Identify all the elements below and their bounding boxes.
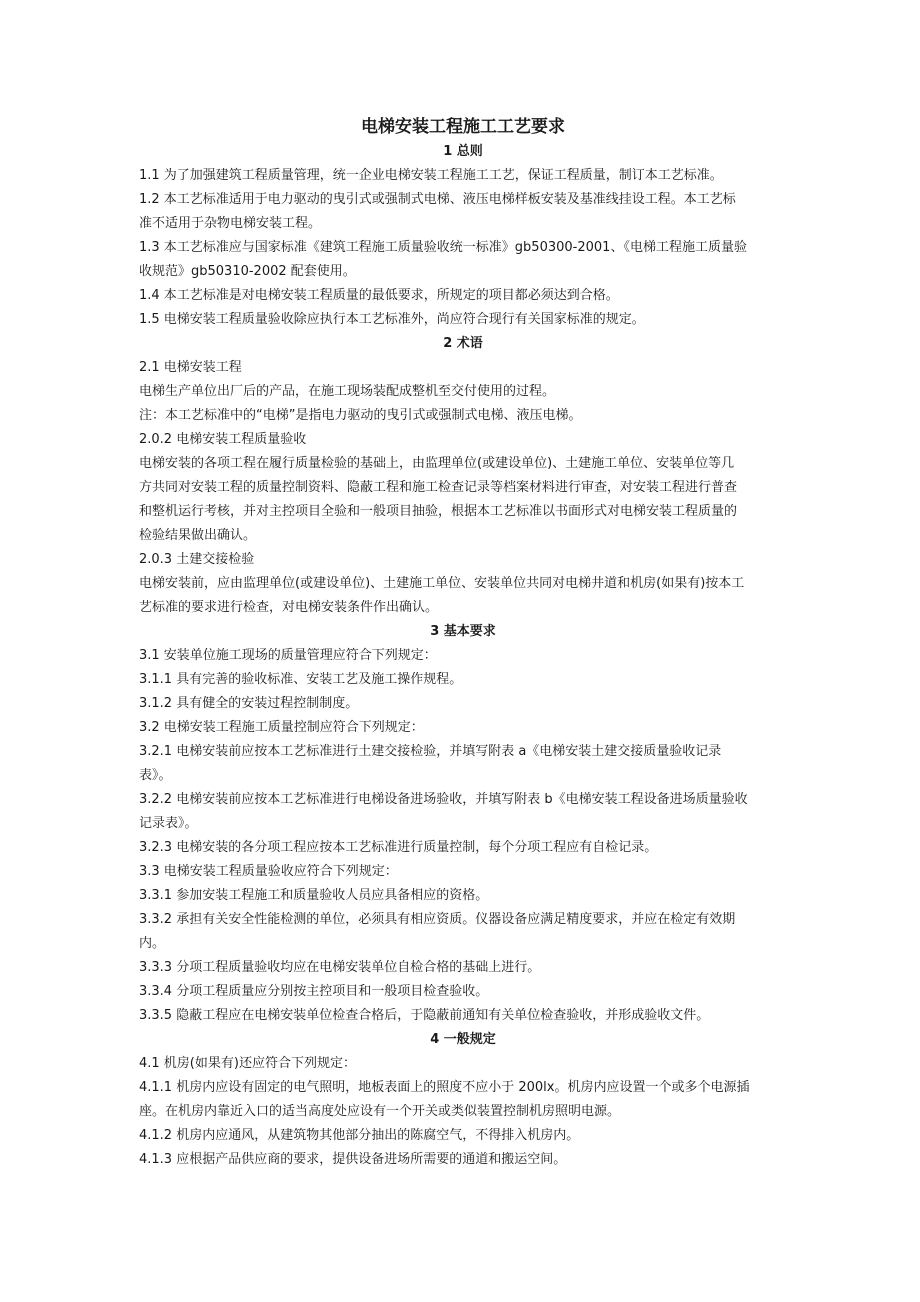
paragraph-line: 注：本工艺标准中的“电梯”是指电力驱动的曳引式或强制式电梯、液压电梯。 <box>139 408 582 423</box>
paragraph-line: 表》。 <box>139 768 172 783</box>
paragraph-line: 1.4 本工艺标准是对电梯安装工程质量的最低要求，所规定的项目都必须达到合格。 <box>139 288 619 303</box>
section-heading: 2 术语 <box>443 336 483 351</box>
paragraph-line: 2.0.3 土建交接检验 <box>139 552 255 567</box>
paragraph-line: 3.3.3 分项工程质量验收均应在电梯安装单位自检合格的基础上进行。 <box>139 960 541 975</box>
section-heading: 1 总则 <box>443 144 483 159</box>
paragraph-line: 3.3.2 承担有关安全性能检测的单位，必须具有相应资质。仪器设备应满足精度要求，并应在检定有效期 <box>139 912 736 927</box>
paragraph-line: 4.1 机房(如果有)还应符合下列规定： <box>139 1056 356 1071</box>
paragraph-line: 检验结果做出确认。 <box>139 528 257 543</box>
paragraph-line: 4.1.1 机房内应设有固定的电气照明，地板表面上的照度不应小于 200lx。机房内应设置一个或多个电源插 <box>139 1080 750 1095</box>
section-heading: 4 一般规定 <box>430 1032 496 1047</box>
document-body <box>139 114 787 1172</box>
paragraph-line: 1.1 为了加强建筑工程质量管理，统一企业电梯安装工程施工工艺，保证工程质量，制订本工艺标准。 <box>139 168 723 183</box>
paragraph-line: 电梯安装前，应由监理单位(或建设单位)、土建施工单位、安装单位共同对电梯井道和机房(如果有)按本工 <box>139 576 745 591</box>
paragraph-line: 3.2.1 电梯安装前应按本工艺标准进行土建交接检验，并填写附表 a《电梯安装土建交接质量验收记录 <box>139 744 722 759</box>
paragraph-line: 准不适用于杂物电梯安装工程。 <box>139 216 322 231</box>
paragraph-line: 1.5 电梯安装工程质量验收除应执行本工艺标准外，尚应符合现行有关国家标准的规定。 <box>139 312 645 327</box>
paragraph-line: 电梯安装的各项工程在履行质量检验的基础上，由监理单位(或建设单位)、土建施工单位、安装单位等几 <box>139 456 735 471</box>
paragraph-line: 3.1.2 具有健全的安装过程控制制度。 <box>139 696 359 711</box>
paragraph-line: 3.3 电梯安装工程质量验收应符合下列规定： <box>139 864 398 879</box>
paragraph-line: 1.2 本工艺标准适用于电力驱动的曳引式或强制式电梯、液压电梯样板安装及基准线挂设工程。本工艺标 <box>139 192 736 207</box>
paragraph-line: 3.2 电梯安装工程施工质量控制应符合下列规定： <box>139 720 424 735</box>
paragraph-line: 记录表》。 <box>139 816 198 831</box>
paragraph-line: 3.2.3 电梯安装的各分项工程应按本工艺标准进行质量控制，每个分项工程应有自检记录。 <box>139 840 658 855</box>
paragraph-line: 内。 <box>139 936 166 951</box>
paragraph-line: 艺标准的要求进行检查，对电梯安装条件作出确认。 <box>139 600 439 615</box>
section-heading: 3 基本要求 <box>430 624 496 639</box>
paragraph-line: 座。在机房内靠近入口的适当高度处应设有一个开关或类似装置控制机房照明电源。 <box>139 1104 621 1119</box>
paragraph-line: 2.0.2 电梯安装工程质量验收 <box>139 432 307 447</box>
paragraph-line: 1.3 本工艺标准应与国家标准《建筑工程施工质量验收统一标准》gb50300-2001、《电梯工程施工质量验 <box>139 240 747 255</box>
paragraph-line: 电梯生产单位出厂后的产品，在施工现场装配成整机至交付使用的过程。 <box>139 384 556 399</box>
paragraph-line: 3.3.5 隐蔽工程应在电梯安装单位检查合格后，于隐蔽前通知有关单位检查验收，并形成验收文件。 <box>139 1008 710 1023</box>
paragraph-line: 3.3.1 参加安装工程施工和质量验收人员应具备相应的资格。 <box>139 888 489 903</box>
paragraph-line: 3.3.4 分项工程质量应分别按主控项目和一般项目检查验收。 <box>139 984 489 999</box>
paragraph-line: 3.1 安装单位施工现场的质量管理应符合下列规定： <box>139 648 437 663</box>
paragraph-line: 和整机运行考核，并对主控项目全验和一般项目抽验，根据本工艺标准以书面形式对电梯安装工程质量的 <box>139 504 738 519</box>
paragraph-line: 3.2.2 电梯安装前应按本工艺标准进行电梯设备进场验收，并填写附表 b《电梯安装工程设备进场质量验收 <box>139 792 748 807</box>
paragraph-line: 2.1 电梯安装工程 <box>139 360 242 375</box>
paragraph-line: 4.1.2 机房内应通风，从建筑物其他部分抽出的陈腐空气，不得排入机房内。 <box>139 1128 580 1143</box>
paragraph-line: 方共同对安装工程的质量控制资料、隐蔽工程和施工检查记录等档案材料进行审查，对安装工程进行普查 <box>139 480 738 495</box>
paragraph-line: 4.1.3 应根据产品供应商的要求，提供设备进场所需要的通道和搬运空间。 <box>139 1152 567 1167</box>
paragraph-line: 收规范》gb50310-2002 配套使用。 <box>139 264 356 279</box>
paragraph-line: 3.1.1 具有完善的验收标准、安装工艺及施工操作规程。 <box>139 672 463 687</box>
document-title: 电梯安装工程施工工艺要求 <box>361 117 565 137</box>
